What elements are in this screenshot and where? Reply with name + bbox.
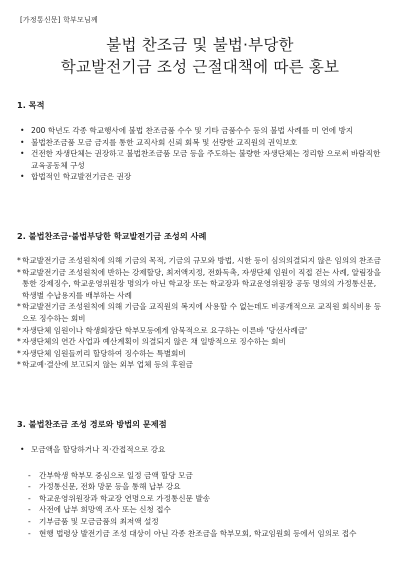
bullet-marker: * (17, 360, 21, 370)
bullet-marker: * (17, 302, 21, 312)
list-item (17, 148, 385, 171)
list-item (17, 516, 385, 528)
bullet-marker: • (20, 172, 25, 182)
list-item-text: 자생단체 임원이나 학생회장단 학부모등에게 암묵적으로 요구하는 이른바 '당선사례금' (22, 325, 308, 335)
list-item-text: 학교발전기금 조성원칙에 의해 기금의 목적, 기금의 규모와 방법, 시한 등이 심의의결되지 않은 임의의 찬조금 (22, 256, 381, 265)
list-item-text: 학교운영위원장과 학교장 연명으로 가정통신문 발송 (39, 493, 211, 503)
list-item-text: 사전에 납부 희망액 조사 또는 신청 접수 (39, 505, 171, 515)
section-heading: 2. 불법찬조금·불법부당한 학교발전기금 조성의 사례 (17, 231, 207, 241)
list-item (17, 325, 385, 337)
list-item-text: 건전한 자생단체는 권장하고 불법찬조금품 모금 등을 주도하는 불량한 자생단체는 정리함 으로써 바람직한 교육공동체 구성 (31, 149, 381, 170)
dash-marker: - (28, 482, 31, 492)
list-item (17, 504, 385, 516)
bullet-marker: • (20, 137, 25, 147)
list-item (17, 444, 385, 456)
list-item-text: 학교발전기금 조성원칙에 반하는 강제할당, 최저액지정, 전화독촉, 자생단체 임원이 직접 걷는 사례, 알림장을 통한 강제징수, 학교운영위원장 명의가 아닌 학교장 또는 학교장과 학교운영위원장 공동 명의의 가정통신문, 학생별 수납용지를 배부하는 사례 (22, 267, 381, 300)
list-item-text: 간부학생 학부모 중심으로 일정 금액 할당 모금 (39, 470, 193, 480)
section-heading: 3. 불법찬조금 조성 경로와 방법의 문제점 (17, 419, 167, 429)
list-item (17, 528, 385, 540)
list-item-text: 불법찬조금품 모금 금지를 통한 교직사회 신뢰 회복 및 선량한 교직원의 권익보호 (31, 137, 298, 147)
list-item (17, 171, 385, 183)
list-item-text: 학교예·결산에 보고되지 않는 외부 업체 등의 후원금 (22, 360, 193, 370)
problems-sublist (17, 470, 385, 540)
section-problems (17, 418, 385, 539)
document-title (0, 35, 400, 78)
list-item (17, 301, 385, 324)
list-item-text: 합법적인 학교발전기금은 권장 (31, 172, 132, 182)
list-item-text: 현행 법령상 발전기금 조성 대상이 아닌 각종 찬조금을 학부모회, 학교임원회 등에서 임의로 접수 (39, 528, 357, 538)
list-item-text: 학교발전기금 조성원칙에 의해 기금을 교직원의 복지에 사용할 수 없는데도 비공개적으로 교직원 회식비용 등으로 징수하는 회비 (22, 302, 382, 323)
dash-marker: - (28, 516, 31, 526)
cases-list (17, 255, 385, 371)
bullet-marker: * (17, 337, 21, 347)
bullet-marker: * (17, 348, 21, 358)
list-item (17, 137, 385, 149)
list-item (17, 359, 385, 371)
header-tag: [가정통신문] 학부모님께 (20, 16, 98, 24)
list-item (17, 481, 385, 493)
section-purpose (17, 99, 385, 183)
dash-marker: - (28, 470, 31, 480)
list-item-text: 자생단체 임원들끼리 할당하여 징수하는 특별회비 (22, 348, 186, 358)
bullet-marker: * (17, 267, 21, 277)
list-item (17, 348, 385, 360)
bullet-marker: • (20, 126, 25, 135)
dash-marker: - (28, 528, 31, 538)
list-item (17, 125, 385, 137)
list-item (17, 267, 385, 302)
section-cases (17, 230, 385, 371)
purpose-list (17, 125, 385, 183)
title-line-2: 학교발전기금 조성 근절대책에 따른 홍보 (60, 58, 340, 76)
bullet-marker: * (17, 256, 21, 265)
problems-list (17, 444, 385, 456)
list-item-text: 200 학년도 각종 학교행사에 불법 찬조금품 수수 및 기타 금품수수 등의 불법 사례를 미 연에 방지 (31, 126, 354, 135)
list-item (17, 493, 385, 505)
list-item-text: 기부금품 및 모금금품의 최저액 설정 (39, 516, 159, 526)
dash-marker: - (28, 505, 31, 515)
list-item-text: 가정통신문, 전화 망문 등을 통해 납부 강요 (39, 482, 181, 492)
list-item-text: 자생단체의 연간 사업과 예산계획이 의결되지 않은 채 일방적으로 징수하는 회비 (22, 337, 286, 347)
list-item (17, 470, 385, 482)
title-line-1: 불법 찬조금 및 불법·부당한 (106, 36, 294, 54)
bullet-marker: • (20, 445, 25, 454)
bullet-marker: * (17, 325, 21, 335)
dash-marker: - (28, 493, 31, 503)
section-heading: 1. 목적 (17, 100, 45, 110)
bullet-marker: • (20, 149, 25, 159)
list-item (17, 255, 385, 267)
list-item-text: 모금액을 할당하거나 직·간접적으로 강요 (31, 445, 166, 454)
list-item (17, 336, 385, 348)
